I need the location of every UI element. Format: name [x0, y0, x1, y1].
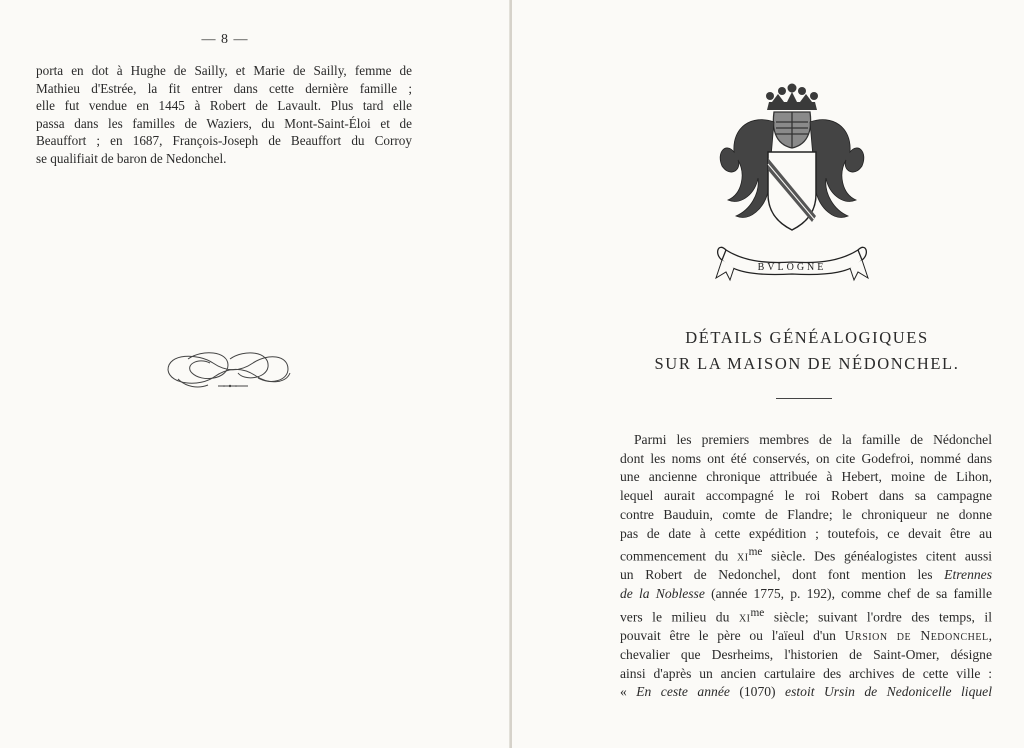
title-rule [776, 398, 832, 399]
text-line: commencement du $xi^{me}$ siècle. Des généalogistes citent aussi [620, 546, 993, 564]
motto-text: BVLOGNE [757, 262, 827, 273]
section-title-line-1: DÉTAILS GÉNÉALOGIQUES [685, 328, 929, 347]
text-line: contre Bauduin, comte de Flandre; le chroniqueur ne donne [620, 506, 992, 522]
text-line: ainsi d'après un ancien cartulaire des archives de cette ville : [620, 665, 992, 681]
text-line: lequel aurait accompagné le roi Robert dans sa campagne [620, 488, 992, 504]
text-line: Parmi les premiers membres de la famille de Nédonchel [634, 432, 992, 447]
text-line: vers le milieu du $xi^{me}$ siècle; suivant l'ordre des temps, il [620, 606, 992, 625]
right-page-text [620, 431, 992, 702]
text-line: « En ceste année (1070) estoit Ursin de Nedonicelle liquel [620, 684, 992, 700]
coat-of-arms-icon [712, 82, 872, 292]
text-line: de la Noblesse (année 1775, p. 192), comme chef de sa famille [620, 586, 992, 602]
text-line: chevalier que Desrheims, l'historien de Saint-Omer, désigne [620, 646, 992, 662]
text-line: Beauffort ; en 1687, François-Joseph de Beauffort du Corroy [36, 133, 412, 149]
flourish-ornament [158, 345, 298, 395]
text-line: se qualifiait de baron de Nedonchel. [36, 150, 227, 166]
left-page-text [36, 62, 412, 168]
text-line: porta en dot à Hughe de Sailly, et Marie de Sailly, femme de [36, 63, 412, 78]
left-page [0, 0, 510, 748]
text-line: elle fut vendue en 1445 à Robert de Lavault. Plus tard elle [36, 98, 412, 114]
text-line: un Robert de Nedonchel, dont font mention les Etrennes [620, 567, 992, 583]
page-number: — 8 — [201, 32, 249, 47]
text-line: dont les noms ont été conservés, on cite Godefroi, nommé dans [620, 450, 992, 466]
text-line: Mathieu d'Estrée, la fit entrer dans cette dernière famille ; [36, 80, 412, 96]
text-line: pas de date à cette expédition ; toutefois, ce devait être au [620, 525, 992, 541]
text-line: pouvait être le père ou l'aïeul d'un Ursion de Nedonchel, [620, 628, 992, 644]
text-line: passa dans les familles de Waziers, du Mont-Saint-Éloi et de [36, 115, 412, 131]
text-line: une ancienne chronique attribuée à Hebert, moine de Lihon, [620, 469, 992, 485]
section-title-line-2: SUR LA MAISON DE NÉDONCHEL. [654, 354, 960, 373]
